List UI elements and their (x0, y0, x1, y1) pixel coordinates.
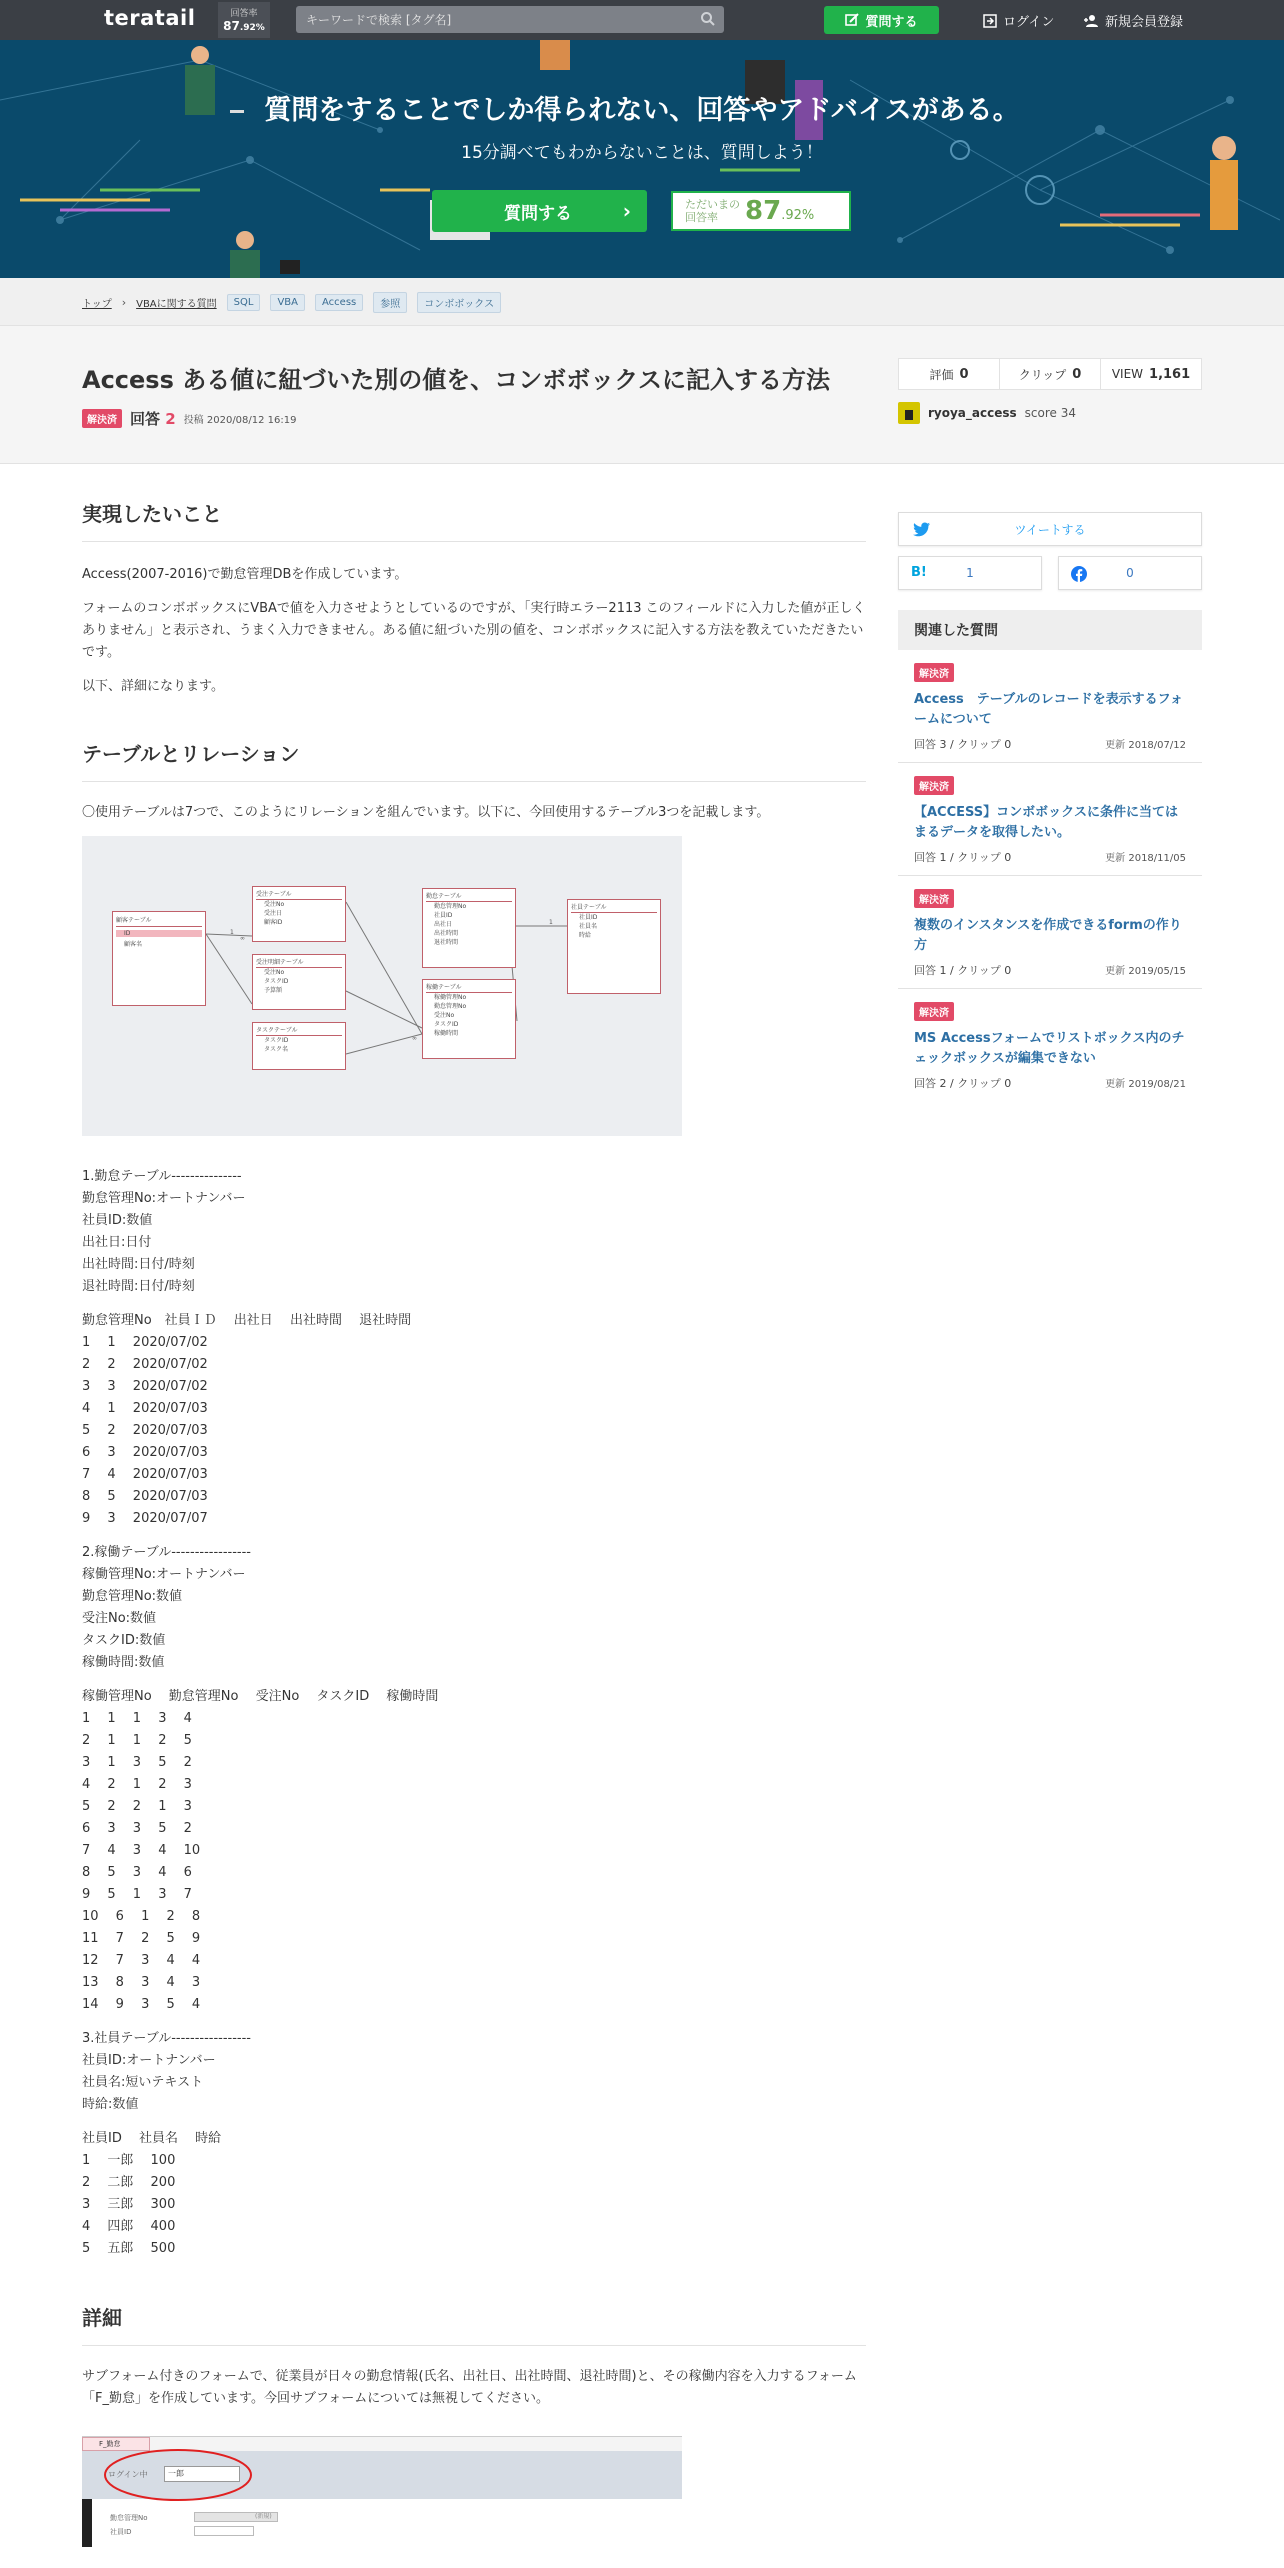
hero-rate-value: 87 (745, 196, 782, 226)
page-title: Access ある値に紐づいた別の値を、コンボボックスに記入する方法 (82, 366, 830, 394)
code-block: 稼働管理No 勤怠管理No 受注No タスクID 稼働時間 1 1 1 3 4 2 1 1 2 5 3 1 3 5 2 4 2 1 2 3 5 2 2 1 3 6 3 3 5 2 7 4 3 4 10 8 5 3 4 6 9 5 1 3 7 10 6 1 2 8 11 7 2 5 9 12 7 3 4 4 13 8 3 4 3 14 9 3 5 4 (82, 1689, 439, 2012)
related-question-updated: 更新 2018/11/05 (1105, 853, 1186, 864)
table-order-details: 受注明細テーブル 受注No タスクID 予算額 (252, 954, 346, 1010)
paragraph: 以下、詳細になります。 (82, 679, 224, 694)
author-score: score 34 (1024, 406, 1076, 420)
breadcrumb-category[interactable]: VBAに関する質問 (136, 299, 217, 310)
paragraph: 〇使用テーブルは7つで、このようにリレーションを組んでいます。以下に、今回使用するテーブル3つを記載します。 (82, 805, 770, 820)
table-employees: 社員テーブル 社員ID 社員名 時給 (567, 899, 661, 994)
hero-subtitle: 15分調べてもわからないことは、質問しよう！ (461, 143, 823, 163)
table-work: 稼働テーブル 稼働管理No 勤怠管理No 受注No タスクID 稼働時間 (422, 979, 516, 1059)
related-questions-heading: 関連した質問 (898, 610, 1202, 650)
question-stats (898, 358, 1202, 390)
ask-question-button[interactable] (824, 6, 939, 34)
status-badge: 解決済 (914, 776, 954, 795)
related-question-meta: 回答 1 / クリップ 0 (914, 851, 1012, 864)
breadcrumb (0, 278, 1284, 326)
share-row (898, 556, 1202, 590)
view-stat: VIEW 1,161 (1111, 366, 1191, 382)
related-question-updated: 更新 2019/08/21 (1105, 1079, 1186, 1090)
table-tasks: タスクテーブル タスクID タスク名 (252, 1022, 346, 1070)
hero-rate-label: ただいまの 回答率 (685, 198, 740, 224)
related-question-updated: 更新 2018/07/12 (1105, 740, 1186, 751)
logo[interactable]: teratail (104, 6, 196, 30)
status-badge: 解決済 (914, 663, 954, 682)
table-customers: 顧客テーブル ID 顧客名 (112, 911, 206, 1006)
register-link[interactable] (1083, 11, 1183, 30)
code-block: 勤怠管理No 社員ＩＤ 出社日 出社時間 退社時間 1 1 2020/07/02 2 2 2020/07/02 3 3 2020/07/02 4 1 2020/07/03 5 2 2020/07/03 6 3 2020/07/03 7 4 2020/07/03 8 5 2020/07/03 9 3 2020/07/07 (82, 1313, 412, 1526)
top-navbar (0, 0, 1284, 40)
form-field-value: (新規) (194, 2512, 278, 2522)
tag-sql[interactable]: SQL (227, 294, 261, 311)
answer-rate-label: 回答率 (230, 9, 258, 19)
hero-ask-label: 質問する (504, 203, 572, 224)
facebook-share-button[interactable] (1058, 556, 1202, 590)
paragraph: フォームのコンボボックスにVBAで値を入力させようとしているのですが、「実行時エラー2113 このフィールドに入力した値が正しくありません」と表示され、うまく入力できません。ある値に紐づいた別の値を、コンボボックスに記入する方法を教えていただきたいです。 (82, 601, 866, 660)
login-icon (983, 14, 997, 28)
author-name[interactable]: ryoya_access (928, 406, 1017, 420)
hero-title: 質問をすることでしか得られない、回答やアドバイスがある。 (264, 95, 1020, 126)
add-user-icon (1083, 14, 1099, 28)
related-question-item[interactable] (898, 876, 1202, 989)
heading-tables: テーブルとリレーション (82, 738, 866, 782)
status-badge: 解決済 (914, 889, 954, 908)
related-question-meta: 回答 3 / クリップ 0 (914, 738, 1012, 751)
hatena-icon: B! (911, 565, 927, 580)
code-block: 2.稼働テーブル----------------- 稼働管理No:オートナンバー 勤怠管理No:数値 受注No:数値 タスクID:数値 稼働時間:数値 (82, 1545, 251, 1670)
related-question-link[interactable]: 複数のインスタンスを作成できるformの作り方 (914, 918, 1182, 953)
form-login-value: 一郎 (164, 2466, 240, 2482)
answer-rate-box (218, 2, 270, 38)
heading-detail: 詳細 (82, 2302, 866, 2346)
search-icon[interactable] (700, 11, 716, 27)
twitter-icon (913, 522, 931, 537)
breadcrumb-separator: › (121, 296, 127, 309)
code-block: 3.社員テーブル----------------- 社員ID:オートナンバー 社員名:短いテキスト 時給:数値 (82, 2031, 251, 2112)
code-block: 1.勤怠テーブル--------------- 勤怠管理No:オートナンバー 社員ID:数値 出社日:日付 出社時間:日付/時刻 退社時間:日付/時刻 (82, 1169, 246, 1294)
rel-many-label: ∞ (240, 935, 245, 942)
form-login-label: ログイン中 (108, 2470, 148, 2479)
author[interactable] (898, 402, 1076, 424)
related-question-meta: 回答 1 / クリップ 0 (914, 964, 1012, 977)
tweet-label: ツイートする (1014, 522, 1086, 537)
hero-answer-rate (671, 191, 851, 231)
table-orders: 受注テーブル 受注No 受注日 顧客ID (252, 886, 346, 942)
answer-rate-value: 87.92% (223, 19, 265, 33)
avatar[interactable] (898, 402, 920, 424)
question-header (0, 326, 1284, 464)
hero-rate-decimal: .92% (781, 207, 815, 223)
paragraph: Access(2007-2016)で勤怠管理DBを作成しています。 (82, 567, 408, 582)
tag-vba[interactable]: VBA (270, 294, 305, 311)
hero-ask-button[interactable] (432, 190, 647, 232)
tag-combobox[interactable]: コンボボックス (417, 292, 501, 313)
relationship-diagram-image (82, 836, 682, 1136)
hero-banner (0, 40, 1284, 278)
related-question-updated: 更新 2019/05/15 (1105, 966, 1186, 977)
rating-stat: 評価 0 (899, 359, 1000, 389)
form-field-label: 勤怠管理No (110, 2514, 148, 2522)
chevron-right-icon: › (622, 199, 631, 223)
search-placeholder: キーワードで検索 [タグ名] (306, 13, 452, 27)
highlight-circle (102, 2447, 254, 2503)
related-question-link[interactable]: MS Accessフォームでリストボックス内のチェックボックスが編集できない (914, 1031, 1185, 1066)
tag-reference[interactable]: 参照 (373, 292, 407, 313)
code-block: 社員ID 社員名 時給 1 一郎 100 2 二郎 200 3 三郎 300 4 四郎 400 5 五郎 500 (82, 2131, 222, 2256)
hatena-count: 1 (966, 566, 974, 580)
hatena-bookmark-button[interactable] (898, 556, 1042, 590)
paragraph: サブフォーム付きのフォームで、従業員が日々の勤怠情報(氏名、出社日、出社時間、退社時間)と、その稼働内容を入力するフォーム「F_勤怠」を作成しています。今回サブフォームについては無視してください。 (82, 2369, 857, 2406)
tag-access[interactable]: Access (315, 294, 363, 311)
posted-date: 投稿 2020/08/12 16:19 (183, 415, 297, 426)
form-field-label: 社員ID (110, 2528, 132, 2536)
register-label: 新規会員登録 (1105, 15, 1184, 30)
search-input[interactable] (296, 6, 724, 33)
answers-link[interactable]: 回答 2 (130, 410, 176, 428)
login-label: ログイン (1003, 15, 1055, 30)
sidebar (898, 512, 1202, 1101)
status-badge: 解決済 (914, 1002, 954, 1021)
question-body (82, 464, 866, 2546)
related-question-item[interactable] (898, 989, 1202, 1101)
clip-stat: クリップ 0 (1000, 359, 1101, 389)
form-combobox (194, 2526, 254, 2536)
tweet-button[interactable] (898, 512, 1202, 546)
question-meta (82, 408, 297, 429)
rel-many-label: ∞ (412, 1035, 417, 1042)
heading-goal: 実現したいこと (82, 498, 866, 542)
related-question-item[interactable] (898, 763, 1202, 876)
status-badge: 解決済 (82, 409, 122, 428)
table-attendance: 勤怠テーブル 勤怠管理No 社員ID 出社日 出社時間 退社時間 (422, 888, 516, 968)
form-tab: F_勤怠 (82, 2437, 150, 2451)
rel-one-label: 1 (549, 919, 553, 926)
related-question-meta: 回答 2 / クリップ 0 (914, 1077, 1012, 1090)
rel-one-label: 1 (230, 929, 234, 936)
facebook-icon (1071, 566, 1087, 582)
facebook-count: 0 (1126, 566, 1134, 580)
form-screenshot-image (82, 2436, 682, 2546)
edit-icon (845, 13, 859, 27)
breadcrumb-home[interactable]: トップ (82, 299, 112, 310)
login-link[interactable] (983, 11, 1054, 30)
ask-question-label: 質問する (865, 14, 918, 30)
related-question-link[interactable]: 【ACCESS】コンボボックスに条件に当てはまるデータを取得したい。 (914, 805, 1179, 840)
related-question-item[interactable] (898, 650, 1202, 763)
related-question-link[interactable]: Access テーブルのレコードを表示するフォームについて (914, 692, 1183, 727)
